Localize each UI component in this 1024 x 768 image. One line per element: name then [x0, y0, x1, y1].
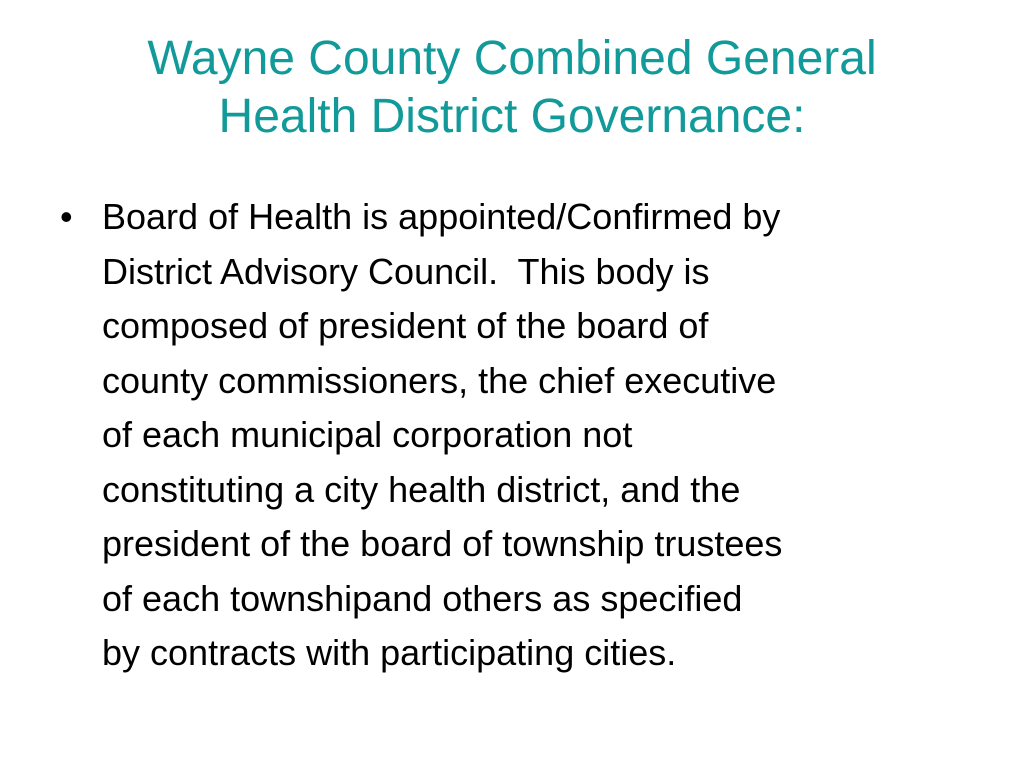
bullet-text-line: of each municipal corporation not: [102, 414, 633, 455]
bullet-list: [60, 190, 980, 681]
bullet-icon: •: [60, 196, 73, 237]
slide-title-line: Health District Governance:: [218, 90, 806, 143]
bullet-text-line: president of the board of township trustees: [102, 523, 783, 564]
bullet-text-line: District Advisory Council. This body is: [102, 250, 710, 292]
bullet-text-line: by contracts with participating cities.: [102, 632, 677, 673]
bullet-text-line: constituting a city health district, and the: [102, 468, 741, 510]
bullet-text-line: county commissioners, the chief executive: [102, 359, 777, 401]
bullet-text-line: Board of Health is appointed/Confirmed by: [102, 196, 781, 237]
slide-title-line: Wayne County Combined General: [147, 32, 877, 85]
slide-title: [60, 30, 964, 146]
bullet-item: [60, 190, 980, 681]
bullet-text-line: composed of president of the board of: [102, 305, 709, 346]
bullet-text-line: of each townshipand others as specified: [102, 577, 743, 619]
